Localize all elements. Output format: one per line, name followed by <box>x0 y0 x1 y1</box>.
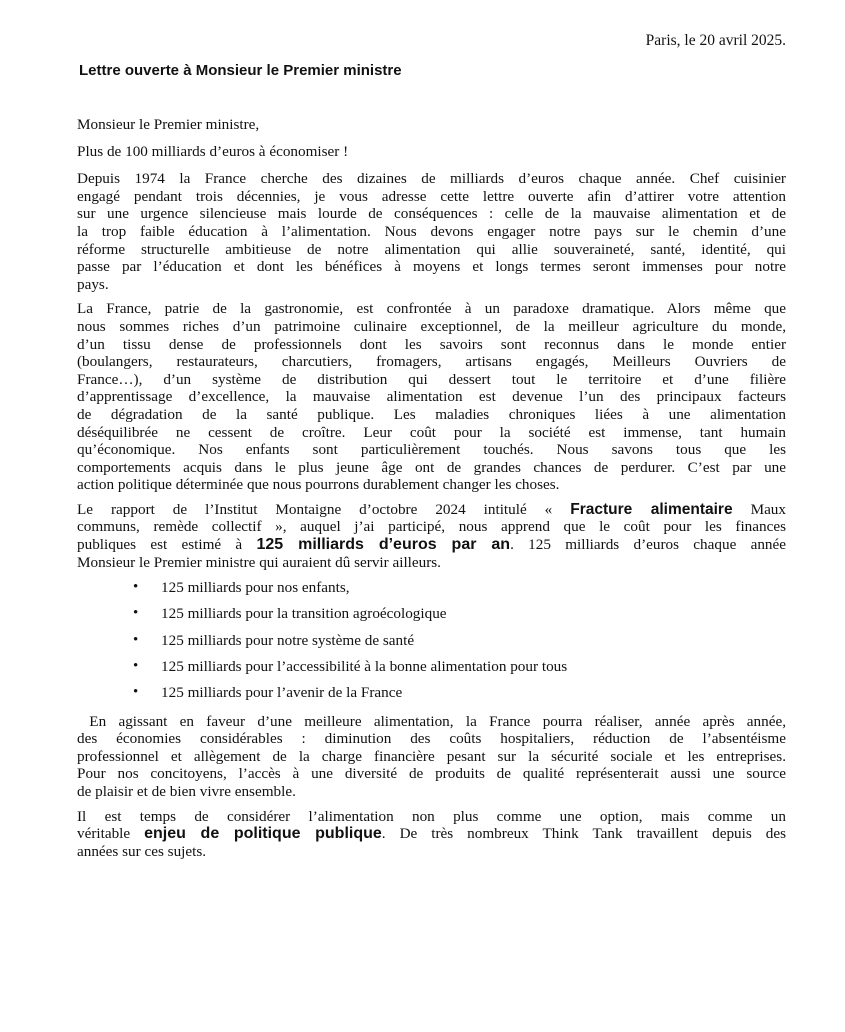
text-line: pays. <box>77 275 109 293</box>
paragraph-4 <box>77 713 786 801</box>
text-line: la trop faible éducation à l’alimentation. Nous devons engager notre pays sur le chemin d’une <box>77 222 786 240</box>
text-line: engagé pendant trois décennies, je vous adresse cette lettre ouverte afin d’attirer votre attention <box>77 187 786 205</box>
text-line: passe par l’éducation et dont les bénéfices à moyens et longs termes seront immenses pour notre <box>77 258 786 276</box>
bullet-icon: • <box>133 684 139 700</box>
text-line: Monsieur le Premier ministre, <box>77 116 260 133</box>
list-item-text: 125 milliards pour l’avenir de la France <box>161 684 403 701</box>
text-line <box>77 825 786 843</box>
text-line: Pour nos concitoyens, l’accès à une diversité de produits de qualité représenterait aussi une source <box>77 765 786 783</box>
paragraph-5 <box>77 808 786 861</box>
text-line <box>77 501 786 519</box>
text-line: sur une urgence silencieuse mais lourde de conséquences : celle de la mauvaise alimentation et de <box>77 205 786 223</box>
bullet-icon: • <box>133 605 139 622</box>
text-line: d’apprentissage d’excellence, la mauvaise alimentation est devenue l’un des principaux facteurs <box>77 388 786 406</box>
salutation <box>77 116 786 134</box>
paragraph-3 <box>77 501 786 571</box>
text-line: professionnel et allègement de la charge financière pesant sur la sécurité sociale et les entreprises. <box>77 747 786 765</box>
list-item <box>133 579 786 597</box>
text-line: déséquilibrée ne cessent de croître. Leur coût pour la société est immense, tant humain <box>77 423 786 441</box>
list-item-text: 125 milliards pour la transition agroécologique <box>161 605 447 623</box>
text-line: de plaisir et de bien vivre ensemble. <box>77 782 296 800</box>
text-line: Il est temps de considérer l’alimentation non plus comme une option, mais comme un <box>77 807 786 825</box>
text-line: Monsieur le Premier ministre qui auraient dû servir ailleurs. <box>77 553 441 571</box>
letter-body <box>77 116 786 867</box>
text-line: En agissant en faveur d’une meilleure alimentation, la France pourra réaliser, année après année, <box>77 712 787 730</box>
text-line: comportements acquis dans le plus jeune âge ont de grandes chances de perdurer. C’est par une <box>77 458 786 476</box>
list-item-text: 125 milliards pour l’accessibilité à la bonne alimentation pour tous <box>161 657 568 675</box>
list-item-text: 125 milliards pour notre système de santé <box>161 631 415 649</box>
list-item <box>133 658 786 676</box>
text-line: nous sommes riches d’un patrimoine culinaire exceptionnel, de la meilleur agriculture du monde, <box>77 317 786 335</box>
cost-figure-bold: 125 milliards d’euros par an <box>256 536 511 554</box>
text-fragment: véritable <box>77 825 131 843</box>
text-line: réforme structurelle ambitieuse de notre alimentation qui allie souveraineté, santé, identité, qui <box>77 240 786 258</box>
text-line: (boulangers, restaurateurs, charcutiers, fromagers, artisans engagés, Meilleurs Ouvriers de <box>77 353 786 371</box>
text-line: des économies considérables : diminution des coûts hospitaliers, réduction de l’absentéisme <box>77 730 786 748</box>
headline <box>77 143 786 161</box>
bullet-list <box>77 579 786 701</box>
text-line: Plus de 100 milliards d’euros à économiser ! <box>77 142 349 160</box>
letter-date: Paris, le 20 avril 2025. <box>645 32 786 49</box>
bullet-icon: • <box>133 579 139 596</box>
text-fragment: . De très nombreux Think Tank travaillent depuis des <box>381 825 787 843</box>
report-title-bold: Fracture alimentaire <box>570 500 733 518</box>
paragraph-1 <box>77 170 786 293</box>
text-line: de dégradation de la santé publique. Les maladies chroniques liées à une alimentation <box>77 405 786 423</box>
policy-issue-bold: enjeu de politique publique <box>144 825 382 843</box>
text-fragment: publiques est estimé à <box>77 536 243 554</box>
list-item-text: 125 milliards pour nos enfants, <box>161 579 350 597</box>
list-item <box>133 632 786 650</box>
paragraph-2 <box>77 300 786 494</box>
text-line: communs, remède collectif », auquel j’ai participé, nous apprend que le coût pour les finances <box>77 518 786 536</box>
text-line: La France, patrie de la gastronomie, est confrontée à un paradoxe dramatique. Alors même que <box>77 300 786 318</box>
text-line: années sur ces sujets. <box>77 842 207 860</box>
text-line: France…), d’un système de distribution qui dessert tout le territoire et d’une filière <box>77 370 786 388</box>
bullet-icon: • <box>133 631 139 648</box>
bullet-icon: • <box>133 657 139 674</box>
text-fragment: . 125 milliards d’euros chaque année <box>510 536 787 554</box>
text-line: Depuis 1974 la France cherche des dizaines de milliards d’euros chaque année. Chef cuisinier <box>77 170 786 188</box>
letter-title: Lettre ouverte à Monsieur le Premier ministre <box>79 62 402 79</box>
list-item <box>133 605 786 623</box>
text-fragment: Maux <box>750 500 786 518</box>
text-fragment: Le rapport de l’Institut Montaigne d’octobre 2024 intitulé « <box>77 500 553 518</box>
list-item <box>133 684 786 702</box>
text-line: qu’économique. Nos enfants sont particulièrement touchés. Nous savons tous que les <box>77 441 786 459</box>
text-line <box>77 536 786 554</box>
text-line: d’un tissu dense de professionnels dont les savoirs sont reconnus dans le monde entier <box>77 335 786 353</box>
text-line: action politique déterminée que nous pourrons durablement changer les choses. <box>77 476 560 494</box>
